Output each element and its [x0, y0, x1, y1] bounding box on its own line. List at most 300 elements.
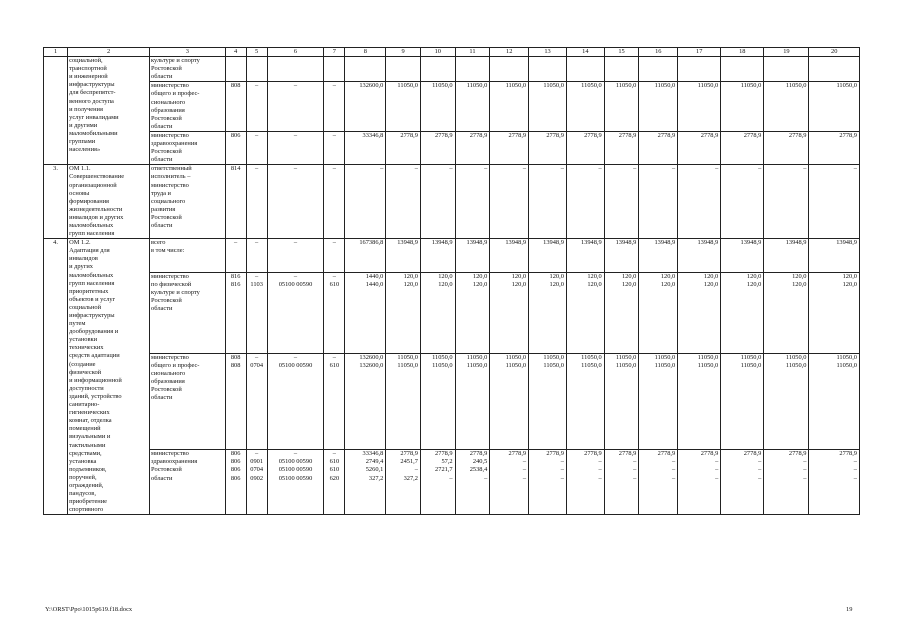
text-line: приоритетных	[69, 287, 109, 295]
text-line: по физической	[151, 280, 192, 288]
value: 2778,9	[839, 450, 857, 458]
value: 2778,9	[435, 131, 453, 139]
value: 11050,0	[740, 361, 762, 369]
value-col-20	[809, 131, 860, 164]
column-header-3: 3	[150, 48, 226, 57]
value: 327,2	[368, 474, 384, 482]
text-line: сионального	[151, 98, 186, 106]
value: 2778,9	[618, 450, 637, 458]
value: 2778,9	[400, 450, 418, 458]
value: 0902	[250, 474, 264, 482]
value-col-9	[386, 239, 421, 273]
text-line: групп населения	[69, 279, 115, 287]
text-line: маломобильными	[69, 129, 118, 137]
value-col-16	[639, 131, 678, 164]
value-col-19	[764, 131, 809, 164]
value: –	[293, 239, 298, 247]
value-col-20	[809, 450, 860, 515]
value-col-12	[490, 272, 529, 353]
value-col-6	[267, 165, 324, 239]
value: 120,0	[621, 280, 637, 288]
text-line: образования	[151, 106, 185, 114]
value: –	[715, 458, 719, 466]
value-col-13	[529, 272, 567, 353]
text-line: поручней,	[69, 473, 97, 481]
value-col-14	[566, 165, 604, 239]
value: –	[672, 165, 676, 173]
value: 05100 00590	[278, 466, 313, 474]
value: 13948,9	[697, 239, 719, 247]
value: 120,0	[549, 280, 564, 288]
value: 808	[230, 82, 241, 90]
value: 13948,9	[466, 239, 488, 247]
value: 120,0	[438, 280, 453, 288]
value: 2778,9	[435, 450, 453, 458]
value: –	[633, 466, 637, 474]
value-col-11	[455, 57, 490, 82]
value-col-11	[455, 353, 490, 450]
text-line: Ростовской	[151, 466, 182, 474]
value: –	[522, 466, 527, 474]
text-line: гигиенических	[69, 409, 110, 417]
value-col-16	[639, 450, 678, 515]
value: 13948,9	[836, 239, 857, 247]
text-line: социального	[151, 197, 186, 205]
text-line: в том числе:	[151, 247, 185, 255]
value-col-16	[639, 57, 678, 82]
value: 806	[230, 466, 241, 474]
value-col-10	[420, 165, 455, 239]
column-header-15: 15	[604, 48, 639, 57]
value: –	[598, 474, 602, 482]
value: 2778,9	[546, 131, 564, 139]
value: 11050,0	[740, 353, 762, 361]
value: 2778,9	[508, 131, 527, 139]
value-col-17	[678, 450, 721, 515]
value: –	[449, 165, 453, 173]
text-line: маломобильных	[69, 221, 114, 229]
text-line: общего и профес-	[151, 90, 200, 98]
value-col-7	[324, 239, 345, 273]
value: –	[560, 474, 564, 482]
text-line: сионального	[151, 369, 186, 377]
value-col-10	[420, 353, 455, 450]
value	[227, 57, 245, 65]
value-col-16	[639, 82, 678, 132]
table-header-row	[44, 48, 860, 57]
text-line: области	[151, 156, 173, 164]
value: 120,0	[703, 272, 719, 280]
text-line: всего	[151, 239, 166, 247]
value: –	[522, 474, 527, 482]
value-col-4	[225, 82, 246, 132]
value-col-8	[345, 165, 386, 239]
value-col-15	[604, 272, 639, 353]
value: 2451,7	[400, 458, 418, 466]
value-col-17	[678, 353, 721, 450]
column-header-11: 11	[455, 48, 490, 57]
value-col-5	[246, 165, 267, 239]
value: 05100 00590	[278, 474, 313, 482]
value-col-16	[639, 239, 678, 273]
text-line: здравоохранения	[151, 458, 198, 466]
value: 11050,0	[615, 353, 637, 361]
value: –	[598, 466, 602, 474]
column-header-6: 6	[267, 48, 324, 57]
text-line: установки	[69, 336, 98, 344]
value-col-13	[529, 353, 567, 450]
text-line: образования	[151, 377, 185, 385]
text-line: ограждений,	[69, 481, 104, 489]
value: 13948,9	[397, 239, 418, 247]
value-col-7	[324, 353, 345, 450]
value: –	[803, 474, 807, 482]
value: 132600,0	[359, 353, 384, 361]
value: 806	[230, 450, 241, 458]
value-col-14	[566, 57, 604, 82]
row-number	[44, 57, 68, 165]
value: 11050,0	[397, 361, 418, 369]
value	[530, 57, 564, 65]
column-header-19: 19	[764, 48, 809, 57]
value: –	[332, 82, 336, 90]
text-line: инвалидов и других	[69, 213, 124, 221]
value: 11050,0	[654, 361, 676, 369]
value: –	[255, 82, 259, 90]
value: 11050,0	[615, 82, 637, 90]
value: 11050,0	[785, 82, 807, 90]
value: 167386,8	[359, 239, 384, 247]
text-line: и другими	[69, 121, 98, 129]
value: 2778,9	[584, 450, 602, 458]
value-col-15	[604, 353, 639, 450]
value	[722, 57, 761, 65]
value-col-9	[386, 272, 421, 353]
value	[810, 57, 857, 65]
value: 0704	[250, 361, 264, 369]
value-col-13	[529, 131, 567, 164]
value-col-12	[490, 131, 529, 164]
text-line: организационной	[69, 181, 117, 189]
value: –	[332, 353, 336, 361]
value-col-20	[809, 353, 860, 450]
value: 11050,0	[397, 82, 418, 90]
value: –	[715, 165, 719, 173]
value: 120,0	[746, 280, 762, 288]
text-line: здравоохранения	[151, 140, 198, 148]
value-col-4	[225, 353, 246, 450]
executor	[150, 57, 226, 82]
text-line: установка	[69, 457, 97, 465]
value: 814	[230, 165, 241, 173]
value: 808	[230, 361, 241, 369]
value-col-14	[566, 450, 604, 515]
value-col-7	[324, 131, 345, 164]
value	[640, 57, 675, 65]
text-line: и инженерной	[69, 73, 108, 81]
value: 120,0	[660, 272, 676, 280]
value	[248, 57, 266, 65]
text-line: области	[151, 474, 173, 482]
value: –	[255, 131, 259, 139]
value-col-15	[604, 131, 639, 164]
value: –	[560, 458, 564, 466]
value: 120,0	[403, 272, 418, 280]
value: 13948,9	[431, 239, 453, 247]
value: 120,0	[842, 272, 857, 280]
value: –	[758, 466, 762, 474]
executor	[150, 450, 226, 515]
value: 120,0	[703, 280, 719, 288]
table-row	[44, 353, 860, 450]
value: 327,2	[403, 474, 418, 482]
value: 2778,9	[469, 131, 488, 139]
text-line: доступности	[69, 384, 104, 392]
text-line: культуре и спорту	[151, 57, 200, 65]
value: 120,0	[403, 280, 418, 288]
value: –	[853, 458, 857, 466]
value: –	[853, 466, 857, 474]
value-col-10	[420, 82, 455, 132]
value-col-6	[267, 239, 324, 273]
value: –	[522, 458, 527, 466]
text-line: Ростовской	[151, 114, 182, 122]
text-line: для беспрепятст-	[69, 89, 116, 97]
value-col-6	[267, 450, 324, 515]
value: 11050,0	[505, 361, 527, 369]
value-col-17	[678, 239, 721, 273]
text-line: санитарно-	[69, 401, 100, 409]
value: 11050,0	[654, 353, 676, 361]
value-col-11	[455, 131, 490, 164]
value-col-11	[455, 450, 490, 515]
value-col-13	[529, 239, 567, 273]
executor	[150, 82, 226, 132]
text-line: маломобильных	[69, 271, 114, 279]
value: 11050,0	[581, 361, 602, 369]
value-col-6	[267, 272, 324, 353]
value: 11050,0	[697, 361, 719, 369]
value: –	[414, 165, 418, 173]
value-col-4	[225, 239, 246, 273]
value: –	[758, 458, 762, 466]
value: 120,0	[746, 272, 762, 280]
value: 11050,0	[836, 353, 857, 361]
value: 57,2	[441, 458, 453, 466]
value-col-11	[455, 82, 490, 132]
column-header-2: 2	[68, 48, 150, 57]
text-line: и получения	[69, 105, 103, 113]
value: 2778,9	[400, 131, 418, 139]
table-row	[44, 82, 860, 132]
column-header-14: 14	[566, 48, 604, 57]
text-line: путем	[69, 320, 86, 328]
text-line: физической	[69, 368, 102, 376]
value: 11050,0	[397, 353, 418, 361]
value: 11050,0	[785, 361, 807, 369]
value-col-20	[809, 82, 860, 132]
value-col-4	[225, 131, 246, 164]
value-col-18	[721, 82, 764, 132]
table-row	[44, 450, 860, 515]
value: 11050,0	[505, 82, 527, 90]
text-line: культуре и спорту	[151, 288, 200, 296]
value-col-15	[604, 165, 639, 239]
value-col-19	[764, 450, 809, 515]
text-line: жизнедеятельности	[69, 205, 123, 213]
value: 620	[329, 474, 340, 482]
row-number: 3.	[44, 165, 68, 239]
value-col-13	[529, 165, 567, 239]
value-col-5	[246, 82, 267, 132]
value-col-20	[809, 272, 860, 353]
text-line: основы	[69, 189, 90, 197]
text-line: исполнитель –	[151, 173, 191, 181]
value-col-16	[639, 353, 678, 450]
value-col-4	[225, 57, 246, 82]
value: –	[293, 353, 298, 361]
text-line: ответственный	[151, 165, 192, 173]
value-col-17	[678, 165, 721, 239]
value-col-8	[345, 131, 386, 164]
value-col-7	[324, 272, 345, 353]
text-line: труда и	[151, 189, 171, 197]
text-line: Ростовской	[151, 148, 182, 156]
value: –	[633, 458, 637, 466]
text-line: Ростовской	[151, 213, 182, 221]
value: –	[414, 466, 418, 474]
value-col-8	[345, 82, 386, 132]
value: 120,0	[472, 280, 488, 288]
page-number: 19	[846, 606, 853, 613]
value: 11050,0	[466, 361, 488, 369]
text-line: Ростовской	[151, 385, 182, 393]
value: –	[255, 239, 259, 247]
value-col-15	[604, 82, 639, 132]
text-line: ОМ 1.1.	[69, 165, 91, 173]
text-line: (создание	[69, 360, 96, 368]
value: 11050,0	[543, 353, 564, 361]
value: –	[522, 165, 527, 173]
value-col-9	[386, 82, 421, 132]
text-line: формирования	[69, 197, 109, 205]
text-line: социальной,	[69, 57, 103, 65]
value-col-20	[809, 239, 860, 273]
value: 120,0	[549, 272, 564, 280]
value: –	[255, 165, 259, 173]
value-col-5	[246, 131, 267, 164]
value: 2778,9	[508, 450, 527, 458]
value-col-18	[721, 239, 764, 273]
value: 120,0	[587, 272, 602, 280]
text-line: Адаптация для	[69, 247, 110, 255]
value: 808	[230, 353, 241, 361]
value-col-12	[490, 450, 529, 515]
value: 120,0	[587, 280, 602, 288]
column-header-17: 17	[678, 48, 721, 57]
value-col-16	[639, 272, 678, 353]
value-col-12	[490, 82, 529, 132]
value: –	[853, 165, 857, 173]
value-col-8	[345, 57, 386, 82]
value: 11050,0	[836, 82, 857, 90]
value-col-17	[678, 57, 721, 82]
value: 0901	[250, 458, 264, 466]
value: 132600,0	[359, 82, 384, 90]
value: 1103	[250, 280, 263, 288]
executor	[150, 131, 226, 164]
value-col-18	[721, 131, 764, 164]
value: 2749,4	[365, 458, 384, 466]
value-col-11	[455, 272, 490, 353]
value: 11050,0	[654, 82, 676, 90]
text-line: населения»	[69, 146, 101, 154]
value: 816	[230, 280, 241, 288]
value: –	[672, 458, 676, 466]
value: 05100 00590	[278, 280, 313, 288]
value-col-15	[604, 57, 639, 82]
value: 2778,9	[700, 131, 719, 139]
value-col-4	[225, 272, 246, 353]
value: 13948,9	[785, 239, 807, 247]
value: 120,0	[472, 272, 488, 280]
value	[269, 57, 323, 65]
value-col-15	[604, 450, 639, 515]
text-line: тактильными	[69, 441, 106, 449]
value: 1440,0	[365, 272, 384, 280]
value: 11050,0	[785, 353, 807, 361]
text-line: министерство	[151, 181, 189, 189]
value-col-6	[267, 353, 324, 450]
value	[457, 57, 488, 65]
column-header-9: 9	[386, 48, 421, 57]
value-col-12	[490, 239, 529, 273]
value: –	[332, 450, 336, 458]
value-col-14	[566, 131, 604, 164]
value-col-19	[764, 57, 809, 82]
column-header-7: 7	[324, 48, 345, 57]
value-col-11	[455, 239, 490, 273]
value: 2778,9	[700, 450, 719, 458]
value: 610	[329, 280, 340, 288]
text-line: области	[151, 221, 173, 229]
value	[387, 57, 418, 65]
value-col-8	[345, 450, 386, 515]
value-col-4	[225, 450, 246, 515]
text-line: групп населения	[69, 230, 115, 238]
text-line: помещений	[69, 425, 101, 433]
text-line: министерство	[151, 131, 189, 139]
value-col-9	[386, 165, 421, 239]
value-col-14	[566, 82, 604, 132]
value: 2778,9	[788, 131, 807, 139]
value	[491, 57, 526, 65]
value: 610	[329, 466, 340, 474]
value-col-14	[566, 353, 604, 450]
value-col-15	[604, 239, 639, 273]
value: 132600,0	[359, 361, 384, 369]
value-col-17	[678, 82, 721, 132]
text-line: области	[151, 122, 173, 130]
text-line: и других	[69, 263, 93, 271]
value-col-6	[267, 57, 324, 82]
value	[325, 57, 343, 65]
text-line: услуг инвалидами	[69, 113, 119, 121]
value-col-14	[566, 272, 604, 353]
value: 610	[329, 361, 340, 369]
value: –	[484, 474, 488, 482]
value-col-17	[678, 272, 721, 353]
